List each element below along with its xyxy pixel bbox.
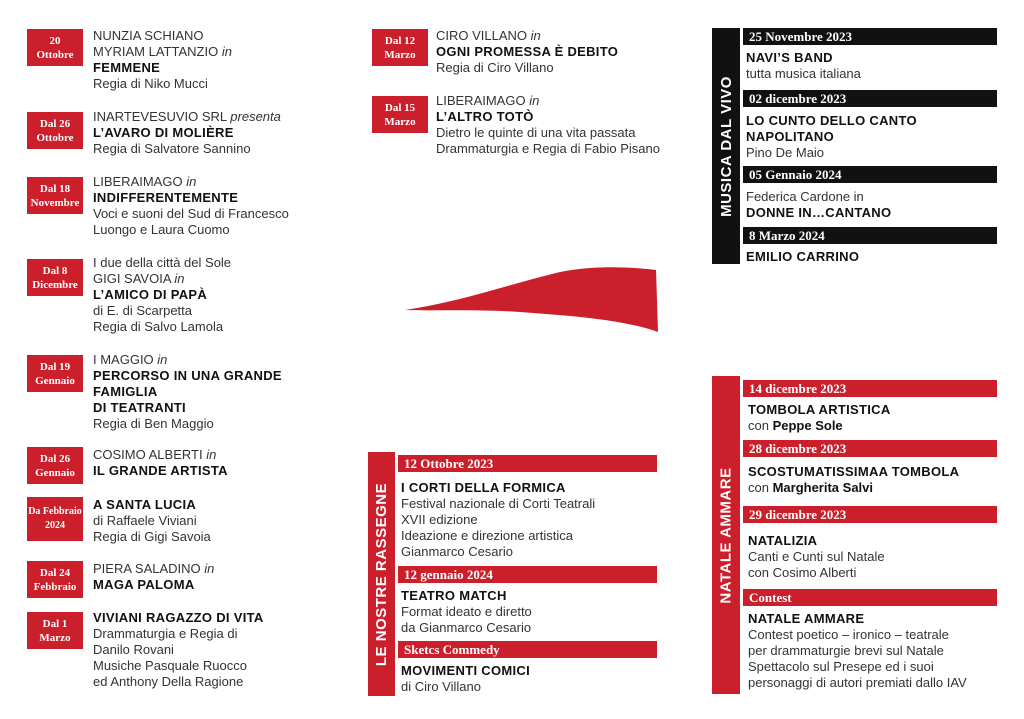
event-line: Drammaturgia e Regia di — [93, 626, 238, 641]
event-line: Regia di Niko Mucci — [93, 76, 208, 91]
event-line — [93, 44, 232, 60]
block-title: I CORTI DELLA FORMICA — [401, 480, 566, 495]
block-header: 12 Ottobre 2023 — [398, 455, 657, 472]
date-day: Dal 19 — [39, 360, 71, 373]
date-day: Dal 26 — [39, 452, 71, 465]
date-day: 20 — [49, 34, 61, 47]
event-line-text: COSIMO ALBERTI — [93, 447, 203, 462]
section-label: MUSICA DAL VIVO — [717, 75, 735, 217]
block-title: NAPOLITANO — [746, 129, 834, 144]
event-line — [436, 28, 618, 44]
event-line-connector: in — [530, 28, 541, 43]
block-line-name: Peppe Sole — [772, 418, 843, 433]
block-content — [748, 402, 891, 434]
event-entry — [436, 93, 660, 157]
event-line-text: INARTEVESUVIO SRL — [93, 109, 227, 124]
block-title: MOVIMENTI COMICI — [401, 663, 531, 678]
event-line-connector: in — [174, 271, 185, 286]
date-day: Dal 26 — [39, 117, 71, 130]
event-entry — [93, 255, 231, 335]
section-label-bar — [712, 28, 740, 264]
event-entry — [436, 28, 618, 76]
block-content — [746, 189, 891, 221]
block-line: Format ideato e diretto — [401, 604, 532, 619]
event-line: I due della città del Sole — [93, 255, 232, 270]
block-line: Federica Cardone in — [746, 189, 864, 204]
block-header: 12 gennaio 2024 — [398, 566, 657, 583]
block-header: 28 dicembre 2023 — [743, 440, 997, 457]
event-line: Regia di Salvatore Sannino — [93, 141, 251, 156]
date-day: Dal 15 — [384, 101, 416, 114]
event-entry — [93, 610, 264, 690]
date-badge — [372, 29, 428, 66]
event-line — [93, 447, 228, 463]
date-badge — [27, 177, 83, 214]
event-entry — [93, 497, 211, 545]
event-entry — [93, 174, 289, 238]
block-title: NAVI’S BAND — [746, 50, 833, 65]
block-title: NATALIZIA — [748, 533, 818, 548]
block-line — [748, 418, 891, 434]
event-line: ed Anthony Della Ragione — [93, 674, 244, 689]
block-line: Pino De Maio — [746, 145, 825, 160]
event-line-connector: in — [206, 447, 217, 462]
block-line: Gianmarco Cesario — [401, 544, 513, 559]
block-header: 25 Novembre 2023 — [743, 28, 997, 45]
event-title: VIVIANI RAGAZZO DI VITA — [93, 610, 264, 625]
event-title: INDIFFERENTEMENTE — [93, 190, 239, 205]
date-badge — [27, 447, 83, 484]
date-day: Dal 1 — [42, 617, 68, 630]
block-line — [748, 480, 959, 496]
event-line-text: PIERA SALADINO — [93, 561, 201, 576]
event-line-connector: in — [204, 561, 215, 576]
event-line-text: LIBERAIMAGO — [93, 174, 183, 189]
event-title: FAMIGLIA — [93, 384, 158, 399]
block-header: Contest — [743, 589, 997, 606]
event-line: Dietro le quinte di una vita passata — [436, 125, 636, 140]
event-line: Drammaturgia e Regia di Fabio Pisano — [436, 141, 660, 156]
date-month: 2024 — [45, 520, 65, 531]
event-line — [436, 93, 660, 109]
block-line: Canti e Cunti sul Natale — [748, 549, 885, 564]
red-wave-decoration — [400, 262, 662, 334]
block-line-prefix: con — [748, 480, 773, 495]
date-day: Dal 8 — [42, 264, 68, 277]
block-line: tutta musica italiana — [746, 66, 861, 81]
block-title: EMILIO CARRINO — [746, 249, 860, 264]
block-title: LO CUNTO DELLO CANTO — [746, 113, 917, 128]
event-line — [93, 174, 289, 190]
block-title: SCOSTUMATISSIMAA TOMBOLA — [748, 464, 960, 479]
block-content — [401, 588, 532, 636]
section-label: LE NOSTRE RASSEGNE — [373, 482, 391, 666]
event-title: DI TEATRANTI — [93, 400, 186, 415]
event-title: OGNI PROMESSA È DEBITO — [436, 44, 619, 59]
date-day: Dal 18 — [39, 182, 71, 195]
block-content — [401, 663, 530, 695]
event-line — [93, 352, 282, 368]
event-line-connector: in — [529, 93, 540, 108]
block-title: TEATRO MATCH — [401, 588, 507, 603]
event-title: L’AVARO DI MOLIÈRE — [93, 125, 234, 140]
block-line: Spettacolo sul Presepe ed i suoi — [748, 659, 934, 674]
event-line-text: GIGI SAVOIA — [93, 271, 171, 286]
event-entry — [93, 352, 282, 432]
date-badge — [27, 355, 83, 392]
event-line — [93, 271, 231, 287]
block-header: 05 Gennaio 2024 — [743, 166, 997, 183]
block-line: XVII edizione — [401, 512, 478, 527]
event-line: Regia di Ben Maggio — [93, 416, 214, 431]
event-line-text: LIBERAIMAGO — [436, 93, 526, 108]
date-month: Marzo — [384, 48, 416, 61]
event-entry — [93, 561, 214, 593]
event-line: di Raffaele Viviani — [93, 513, 197, 528]
date-month: Novembre — [30, 196, 80, 209]
date-badge — [27, 497, 83, 541]
block-title: TOMBOLA ARTISTICA — [748, 402, 891, 417]
block-line: personaggi di autori premiati dallo IAV — [748, 675, 967, 690]
event-entry — [93, 447, 228, 479]
block-title: DONNE IN…CANTANO — [746, 205, 892, 220]
block-content — [748, 611, 967, 691]
event-line-connector: in — [186, 174, 197, 189]
block-line: con Cosimo Alberti — [748, 565, 857, 580]
section-label-bar — [368, 452, 395, 696]
block-line: Festival nazionale di Corti Teatrali — [401, 496, 596, 511]
block-content — [746, 249, 859, 265]
event-line-connector: in — [157, 352, 168, 367]
block-line: per drammaturgie brevi sul Natale — [748, 643, 944, 658]
block-header: 02 dicembre 2023 — [743, 90, 997, 107]
event-line: Luongo e Laura Cuomo — [93, 222, 230, 237]
event-line: Danilo Rovani — [93, 642, 174, 657]
date-month: Febbraio — [33, 580, 77, 593]
date-day: Dal 12 — [384, 34, 416, 47]
section-label: NATALE AMMARE — [717, 466, 735, 604]
date-badge — [27, 612, 83, 649]
block-header: Sketcs Commedy — [398, 641, 657, 658]
block-line-name: Margherita Salvi — [772, 480, 874, 495]
event-title: MAGA PALOMA — [93, 577, 195, 592]
event-line: Regia di Gigi Savoia — [93, 529, 211, 544]
block-content — [748, 464, 959, 496]
event-title: L’AMICO DI PAPÀ — [93, 287, 208, 302]
date-month: Marzo — [39, 631, 71, 644]
date-badge — [372, 96, 428, 133]
block-content — [748, 533, 885, 581]
event-title: L’ALTRO TOTÒ — [436, 109, 534, 124]
date-badge — [27, 112, 83, 149]
date-badge — [27, 259, 83, 296]
event-line: Musiche Pasquale Ruocco — [93, 658, 247, 673]
block-line: di Ciro Villano — [401, 679, 481, 694]
date-month: Marzo — [384, 115, 416, 128]
event-line: Regia di Ciro Villano — [436, 60, 554, 75]
block-header: 29 dicembre 2023 — [743, 506, 997, 523]
date-day: Dal 24 — [39, 566, 71, 579]
block-content — [746, 113, 917, 161]
block-header: 14 dicembre 2023 — [743, 380, 997, 397]
event-entry — [93, 28, 232, 92]
block-line: Contest poetico – ironico – teatrale — [748, 627, 949, 642]
event-title: A SANTA LUCIA — [93, 497, 197, 512]
date-badge — [27, 561, 83, 598]
date-badge — [27, 29, 83, 66]
block-line: Ideazione e direzione artistica — [401, 528, 573, 543]
date-month: Dicembre — [32, 278, 78, 291]
event-title: PERCORSO IN UNA GRANDE — [93, 368, 282, 383]
section-label-bar — [712, 376, 740, 694]
event-entry — [93, 109, 281, 157]
date-month: Gennaio — [35, 374, 75, 387]
date-month: Ottobre — [36, 48, 74, 61]
event-line: NUNZIA SCHIANO — [93, 28, 204, 43]
block-line: da Gianmarco Cesario — [401, 620, 532, 635]
block-title: NATALE AMMARE — [748, 611, 865, 626]
date-month: Ottobre — [36, 131, 74, 144]
event-line — [93, 561, 214, 577]
event-title: IL GRANDE ARTISTA — [93, 463, 228, 478]
event-title: FEMMENE — [93, 60, 161, 75]
block-content — [401, 480, 595, 560]
date-day: Da Febbraio — [28, 506, 82, 517]
event-line-text: I MAGGIO — [93, 352, 154, 367]
block-header: 8 Marzo 2024 — [743, 227, 997, 244]
event-line: di E. di Scarpetta — [93, 303, 192, 318]
event-line-text: MYRIAM LATTANZIO — [93, 44, 219, 59]
event-line: Voci e suoni del Sud di Francesco — [93, 206, 289, 221]
event-line — [93, 109, 281, 125]
event-line-text: CIRO VILLANO — [436, 28, 528, 43]
block-line-prefix: con — [748, 418, 773, 433]
date-month: Gennaio — [35, 466, 75, 479]
block-content — [746, 50, 861, 82]
event-line-connector: presenta — [230, 109, 281, 124]
event-line: Regia di Salvo Lamola — [93, 319, 224, 334]
event-line-connector: in — [221, 44, 232, 59]
